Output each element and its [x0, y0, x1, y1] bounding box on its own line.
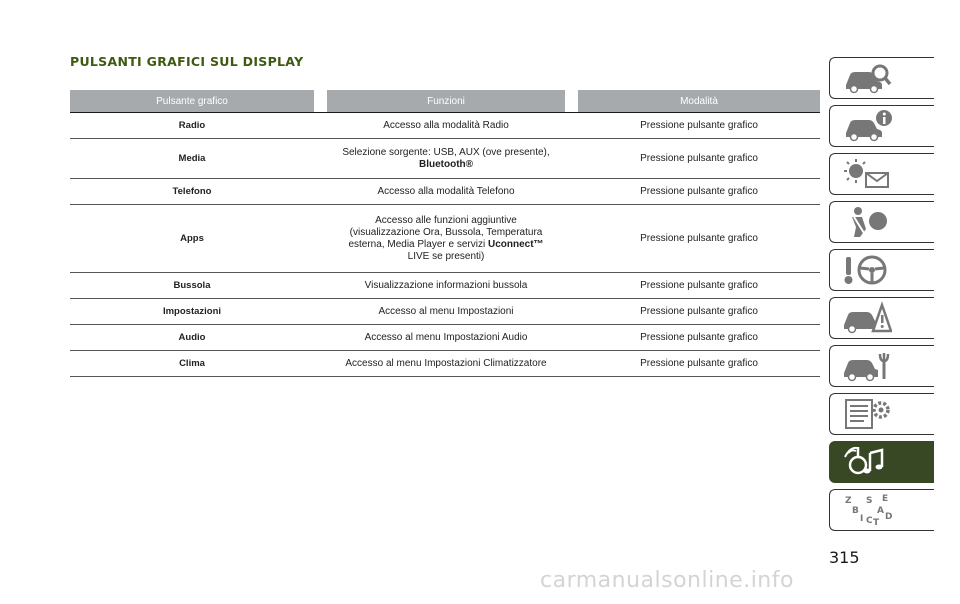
mode-description: Pressione pulsante grafico	[578, 139, 820, 179]
mode-description: Pressione pulsante grafico	[578, 205, 820, 273]
svg-text:A: A	[877, 506, 884, 516]
steering-wheel-icon	[842, 253, 892, 287]
svg-text:T: T	[873, 518, 880, 527]
table-header-row	[70, 90, 820, 113]
function-description: Accesso al menu Impostazioni Audio	[327, 325, 565, 351]
svg-text:Z: Z	[845, 496, 852, 506]
column-header: Pulsante grafico	[70, 90, 314, 113]
index-letters-icon	[842, 493, 892, 527]
functions-table	[70, 90, 820, 377]
svg-text:S: S	[866, 496, 873, 506]
column-header: Modalità	[578, 90, 820, 113]
tab-car-info[interactable]	[829, 105, 934, 147]
svg-text:E: E	[882, 494, 889, 504]
car-search-icon	[842, 61, 892, 95]
car-info-icon	[842, 109, 892, 143]
function-description: Selezione sorgente: USB, AUX (ove presente), Bluetooth®	[327, 139, 565, 179]
table-row	[70, 273, 820, 299]
tab-spec-sheet[interactable]	[829, 393, 934, 435]
tab-car-service[interactable]	[829, 345, 934, 387]
table-row	[70, 205, 820, 273]
section-title: PULSANTI GRAFICI SUL DISPLAY	[70, 54, 304, 69]
button-name: Clima	[70, 351, 314, 377]
tab-airbag-seatbelt[interactable]	[829, 201, 934, 243]
page-number: 315	[829, 548, 860, 567]
table-row	[70, 113, 820, 139]
mode-description: Pressione pulsante grafico	[578, 351, 820, 377]
car-breakdown-icon	[842, 301, 892, 335]
function-description: Accesso alle funzioni aggiuntive (visualizzazione Ora, Bussola, Temperatura esterna, Media Player e servizi Uconnect™ LIVE se presenti)	[327, 205, 565, 273]
mode-description: Pressione pulsante grafico	[578, 325, 820, 351]
tab-car-search[interactable]	[829, 57, 934, 99]
svg-text:C: C	[866, 516, 873, 526]
watermark-text: carmanualsonline.info	[540, 568, 794, 593]
chapter-tabs	[829, 57, 934, 537]
column-header: Funzioni	[327, 90, 565, 113]
car-service-icon	[842, 349, 892, 383]
table-row	[70, 139, 820, 179]
button-name: Bussola	[70, 273, 314, 299]
button-name: Apps	[70, 205, 314, 273]
button-name: Telefono	[70, 179, 314, 205]
svg-text:B: B	[852, 506, 859, 516]
mode-description: Pressione pulsante grafico	[578, 113, 820, 139]
table-row	[70, 325, 820, 351]
tab-steering-wheel[interactable]	[829, 249, 934, 291]
table-row	[70, 351, 820, 377]
tab-warning-lights[interactable]	[829, 153, 934, 195]
multimedia-icon	[842, 445, 892, 479]
svg-text:D: D	[885, 512, 892, 522]
mode-description: Pressione pulsante grafico	[578, 299, 820, 325]
airbag-seatbelt-icon	[842, 205, 892, 239]
function-description: Visualizzazione informazioni bussola	[327, 273, 565, 299]
tab-car-breakdown[interactable]	[829, 297, 934, 339]
tab-index[interactable]	[829, 489, 934, 531]
button-name: Audio	[70, 325, 314, 351]
function-description: Accesso al menu Impostazioni Climatizzatore	[327, 351, 565, 377]
function-description: Accesso al menu Impostazioni	[327, 299, 565, 325]
button-name: Radio	[70, 113, 314, 139]
mode-description: Pressione pulsante grafico	[578, 179, 820, 205]
mode-description: Pressione pulsante grafico	[578, 273, 820, 299]
function-description: Accesso alla modalità Telefono	[327, 179, 565, 205]
tab-multimedia[interactable]	[829, 441, 934, 483]
table-row	[70, 179, 820, 205]
button-name: Impostazioni	[70, 299, 314, 325]
warning-lights-icon	[842, 157, 892, 191]
function-description: Accesso alla modalità Radio	[327, 113, 565, 139]
svg-text:I: I	[860, 514, 864, 524]
spec-sheet-icon	[842, 397, 892, 431]
button-name: Media	[70, 139, 314, 179]
table-row	[70, 299, 820, 325]
